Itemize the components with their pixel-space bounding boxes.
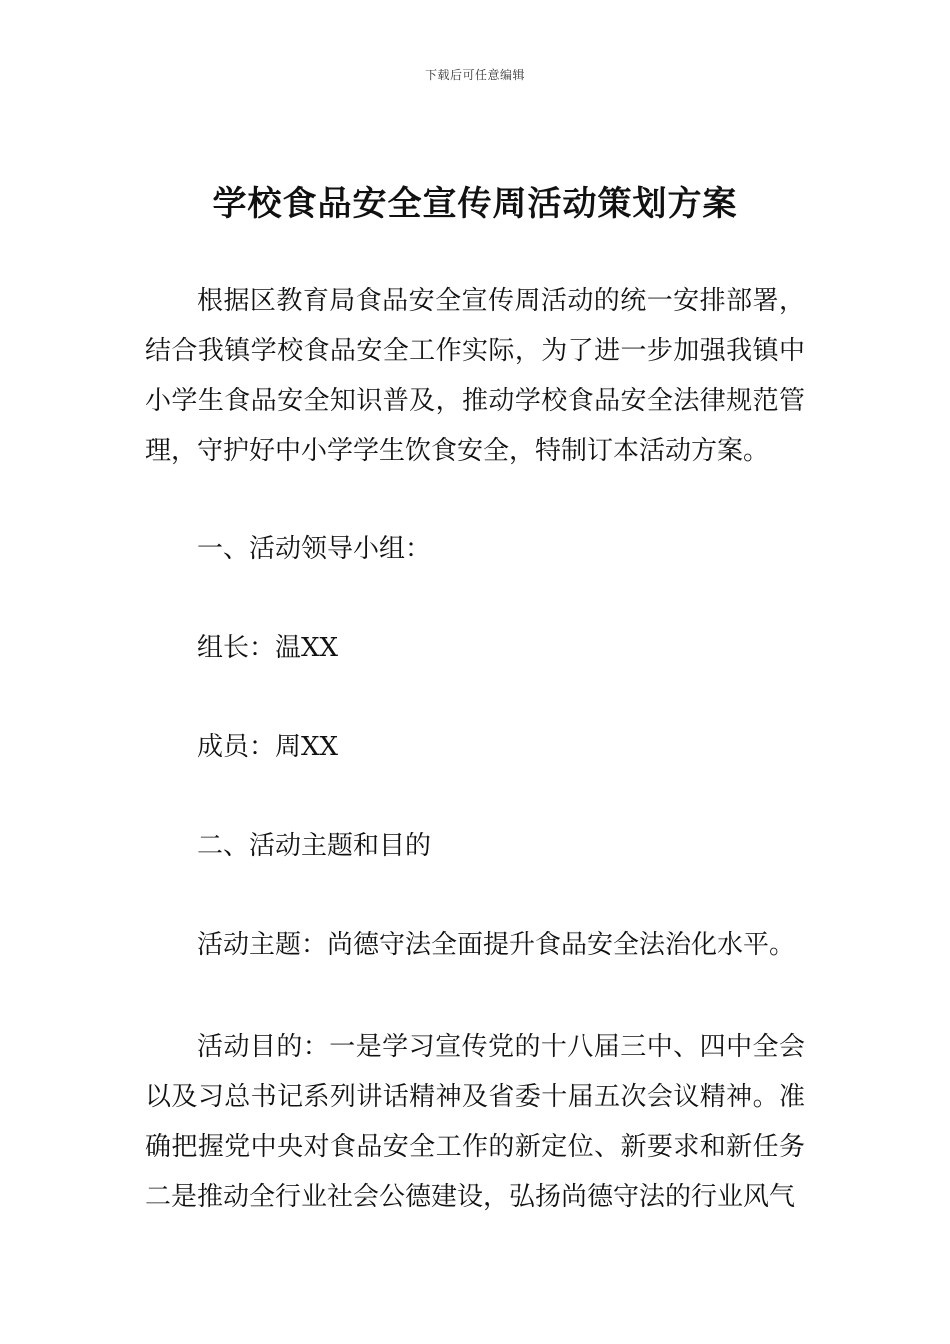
group-leader-line: 组长：温XX: [197, 633, 339, 663]
group-member-line: 成员：周XX: [197, 732, 339, 762]
header-note: 下载后可任意编辑: [424, 68, 525, 82]
section-heading-theme-purpose: 二、活动主题和目的: [197, 831, 432, 861]
activity-theme-line: 活动主题：尚德守法全面提升食品安全法治化水平。: [197, 930, 796, 960]
section-heading-leadership-group: 一、活动领导小组：: [197, 534, 432, 564]
intro-paragraph: 根据区教育局食品安全宣传周活动的统一安排部署，结合我镇学校食品安全工作实际，为了进一步加强我镇中小学生食品安全知识普及，推动学校食品安全法律规范管理，守护好中小学学生饮食安全，特制订本活动方案。: [145, 286, 805, 466]
activity-purpose-paragraph: 活动目的：一是学习宣传党的十八届三中、四中全会以及习总书记系列讲话精神及省委十届五次会议精神。准确把握党中央对食品安全工作的新定位、新要求和新任务二是推动全行业社会公德建设，弘扬尚德守法的行业风气: [145, 1032, 805, 1212]
document-title: 学校食品安全宣传周活动策划方案: [212, 184, 738, 224]
